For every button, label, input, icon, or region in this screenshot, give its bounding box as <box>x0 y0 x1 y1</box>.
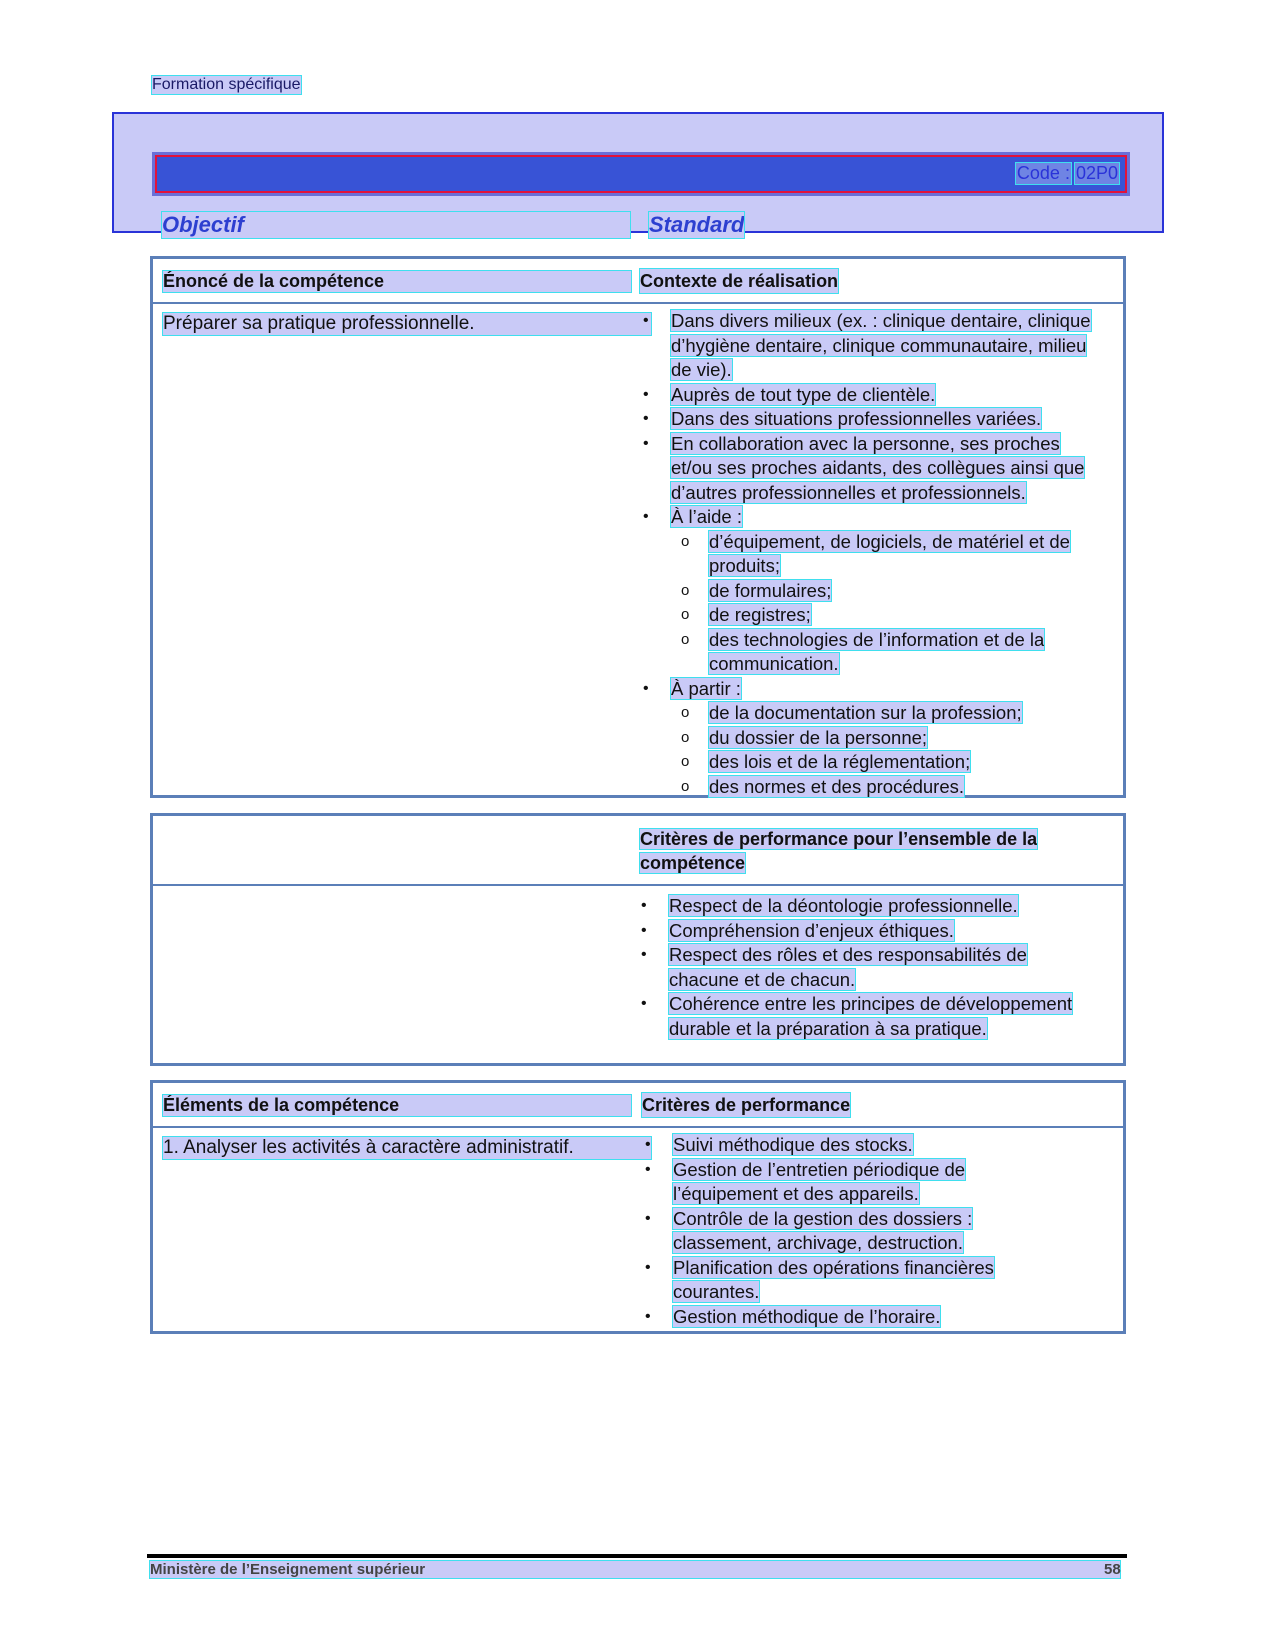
competency-element: 1. Analyser les activités à caractère administratif. <box>163 1137 651 1159</box>
criteria-list <box>645 1133 1045 1329</box>
list-item: • En collaboration avec la personne, ses proches et/ou ses proches aidants, des collègues ainsi que d’autres professionnelles et professionnels. <box>643 432 1105 506</box>
sublist-item: o de la documentation sur la profession; <box>681 701 1105 726</box>
list-item: • À partir : o de la documentation sur la profession; o du dossier de la personne; o des lois et de la réglementation; o des normes et des procédures. <box>643 677 1105 800</box>
standard-title: Standard <box>649 212 745 237</box>
list-item: • Planification des opérations financières courantes. <box>645 1256 1045 1305</box>
list-item: • Cohérence entre les principes de développement durable et la préparation à sa pratique. <box>641 992 1081 1041</box>
list-item: • Respect des rôles et des responsabilités de chacune et de chacun. <box>641 943 1081 992</box>
list-item: • Suivi méthodique des stocks. <box>645 1133 1045 1158</box>
sublist-item: o de registres; <box>681 603 1105 628</box>
list-item: • Gestion de l’entretien périodique de l’équipement et des appareils. <box>645 1158 1045 1207</box>
sublist-item: o des lois et de la réglementation; <box>681 750 1105 775</box>
list-item: • Dans divers milieux (ex. : clinique dentaire, clinique d’hygiène dentaire, clinique communautaire, milieu de vie). <box>643 309 1105 383</box>
list-item: • Auprès de tout type de clientèle. <box>643 383 1105 408</box>
code-label: Code : <box>1016 163 1070 183</box>
footer-divider <box>147 1554 1127 1558</box>
competency-code-bar <box>152 152 1130 196</box>
list-item: • Contrôle de la gestion des dossiers : classement, archivage, destruction. <box>645 1207 1045 1256</box>
context-header: Contexte de réalisation <box>640 271 839 291</box>
list-item: • Dans des situations professionnelles variées. <box>643 407 1105 432</box>
sublist-item: o d’équipement, de logiciels, de matériel et de produits; <box>681 530 1105 579</box>
competency-statement: Préparer sa pratique professionnelle. <box>163 313 651 335</box>
competency-header-panel <box>112 112 1164 237</box>
list-item: • Respect de la déontologie professionnelle. <box>641 894 1081 919</box>
elements-header: Éléments de la compétence <box>163 1095 631 1116</box>
global-criteria-list <box>641 894 1081 1041</box>
context-list <box>643 309 1105 799</box>
partir-sublist <box>681 701 1105 799</box>
document-section-label: Formation spécifique <box>152 76 301 93</box>
objective-title: Objectif <box>162 212 630 238</box>
global-criteria-table <box>150 813 1126 1066</box>
list-item: • À l’aide : o d’équipement, de logiciels, de matériel et de produits; o de formulaires; o de registres; o des technologies de l’information et de la communication. <box>643 505 1105 677</box>
elements-criteria-table <box>150 1080 1126 1334</box>
sublist-item: o de formulaires; <box>681 579 1105 604</box>
global-criteria-header: Critères de performance pour l’ensemble de la compétence <box>640 829 1038 873</box>
code-value: 02P0 <box>1075 163 1118 183</box>
sublist-item: o des normes et des procédures. <box>681 775 1105 800</box>
list-item: • Compréhension d’enjeux éthiques. <box>641 919 1081 944</box>
list-item: • Gestion méthodique de l’horaire. <box>645 1305 1045 1330</box>
sublist-item: o du dossier de la personne; <box>681 726 1105 751</box>
aide-sublist <box>681 530 1105 677</box>
page-number: 58 <box>1104 1561 1121 1578</box>
statement-header: Énoncé de la compétence <box>163 271 631 292</box>
competency-code <box>1016 163 1119 184</box>
footer-ministry: Ministère de l’Enseignement supérieur <box>150 1561 1120 1578</box>
sublist-item: o des technologies de l’information et de la communication. <box>681 628 1105 677</box>
criteria-header: Critères de performance <box>642 1095 851 1115</box>
statement-context-table <box>150 256 1126 798</box>
